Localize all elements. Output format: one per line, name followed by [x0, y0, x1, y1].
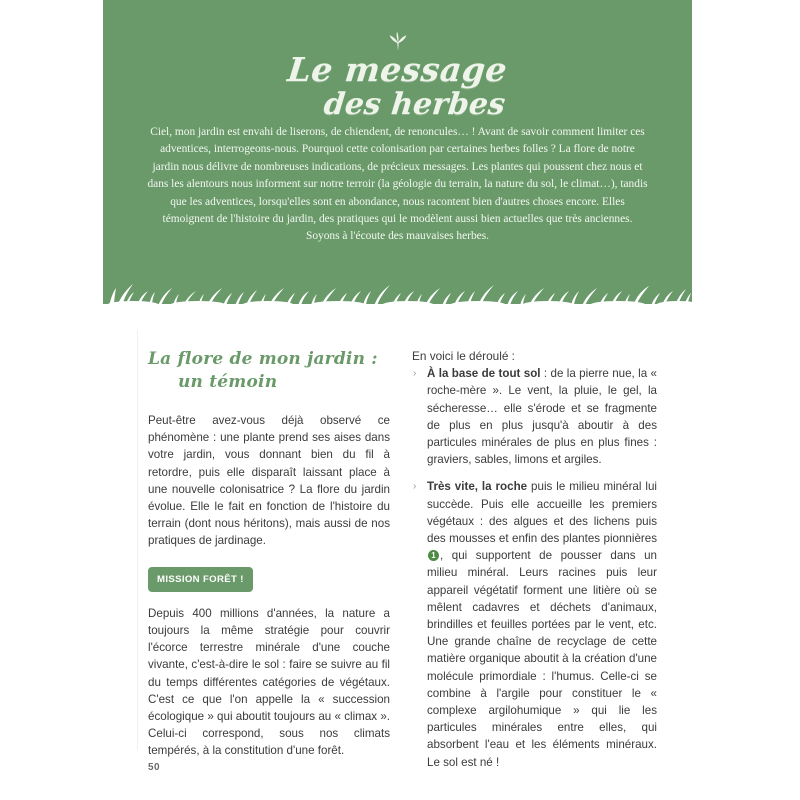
- margin-rule: [137, 330, 138, 750]
- bullet-icon: ›: [413, 368, 417, 380]
- mission-badge: MISSION FORÊT !: [148, 567, 253, 592]
- list-item-lead: Très vite, la roche: [427, 480, 528, 494]
- hero-intro-paragraph: Ciel, mon jardin est envahi de liserons, de chiendent, de renoncules… ! Avant de savoir comment limiter ces adventices, interrogeons-nous. Pourquoi cette colonisation par certaines herbes folles ? La flore de notre jardin nous délivre de nombreuses indications, de précieux messages. Les plantes qui poussent chez nous et dans les alentours nous informent sur notre terroir (la géologie du terrain, la nature du sol, le climat…), tandis que les adventices, lorsqu'elles sont en abondance, nous racontent bien d'autres choses encore. Elles témoignent de l'histoire du jardin, des pratiques qui le modèlent aussi bien actuelles que très anciennes. Soyons à l'écoute des mauvaises herbes.: [147, 126, 648, 243]
- deroule-list: [412, 365, 657, 771]
- left-paragraph-2: Depuis 400 millions d'années, la nature a toujours la même stratégie pour couvrir l'écorce terrestre minérale d'une couche vivante, c'est-à-dire le sol : faire se suivre au fil du temps différentes catégories de végétaux. C'est ce que l'on appelle la « succession écologique » qui aboutit toujours au « climax ». Celui-ci correspond, sous nos climats tempérés, à la constitution d'une forêt.: [148, 606, 390, 758]
- list-lead-in: En voici le déroulé :: [412, 349, 515, 363]
- grass-silhouette-icon: [103, 272, 692, 318]
- hero-banner: [103, 0, 692, 318]
- bullet-icon: ›: [413, 481, 417, 493]
- mission-badge-wrapper: [148, 550, 390, 605]
- hero-intro-text: [147, 124, 648, 246]
- hero-title: [103, 50, 692, 122]
- list-item-text: : de la pierre nue, la « roche-mère ». Le vent, la pluie, le gel, la sécheresse… elle s'érode et se fragmente de plus en plus jusqu'à aboutir à des particules minérales de plus en plus fines : graviers, sables, limons et argiles.: [427, 367, 657, 467]
- hero-title-line-1: Le message: [285, 50, 510, 89]
- left-paragraph-1: Peut-être avez-vous déjà observé ce phénomène : une plante prend ses aises dans votre jardin, vous donnant bien du fil à retordre, puis elle disparaît laissant place à une nouvelle colonisatrice ? La flore du jardin évolue. Elle le fait en fonction de l'histoire du terrain (dont nous héritons), mais aussi de nos pratiques de jardinage.: [148, 414, 390, 548]
- section-heading-line-2: un témoin: [178, 372, 278, 392]
- list-item-text-before-note: puis le milieu minéral lui succède. Puis elle accueille les premiers végétaux : des algues et des lichens puis des mousses et enfin des plantes pionnières: [427, 480, 657, 546]
- section-heading: [148, 348, 390, 394]
- page-number: 50: [148, 762, 161, 773]
- list-item-text-after-note: , qui supportent de pousser dans un milieu minéral. Leurs racines puis leur appareil végétatif forment une litière où se mêlent cadavres et déchets d'animaux, brindilles et feuilles portées par le vent, etc. Une grande chaîne de recyclage de cette matière organique aboutit à la création d'une molécule primordiale : l'humus. Celle-ci se combine à l'argile pour constituer le « complexe argilohumique » qui lie les particules minérales entre elles, qui absorbent l'eau et les éléments minéraux. Le sol est né !: [427, 549, 657, 769]
- list-item-lead: À la base de tout sol: [427, 367, 541, 381]
- note-marker-badge: 1: [428, 550, 439, 561]
- sprout-ornament-icon: [103, 30, 692, 52]
- list-item: [412, 478, 657, 770]
- list-item: [412, 365, 657, 468]
- hero-title-line-2: des herbes: [322, 87, 507, 122]
- section-heading-line-1: La flore de mon jardin :: [148, 349, 378, 369]
- right-column: [412, 348, 657, 781]
- left-column: [148, 348, 390, 760]
